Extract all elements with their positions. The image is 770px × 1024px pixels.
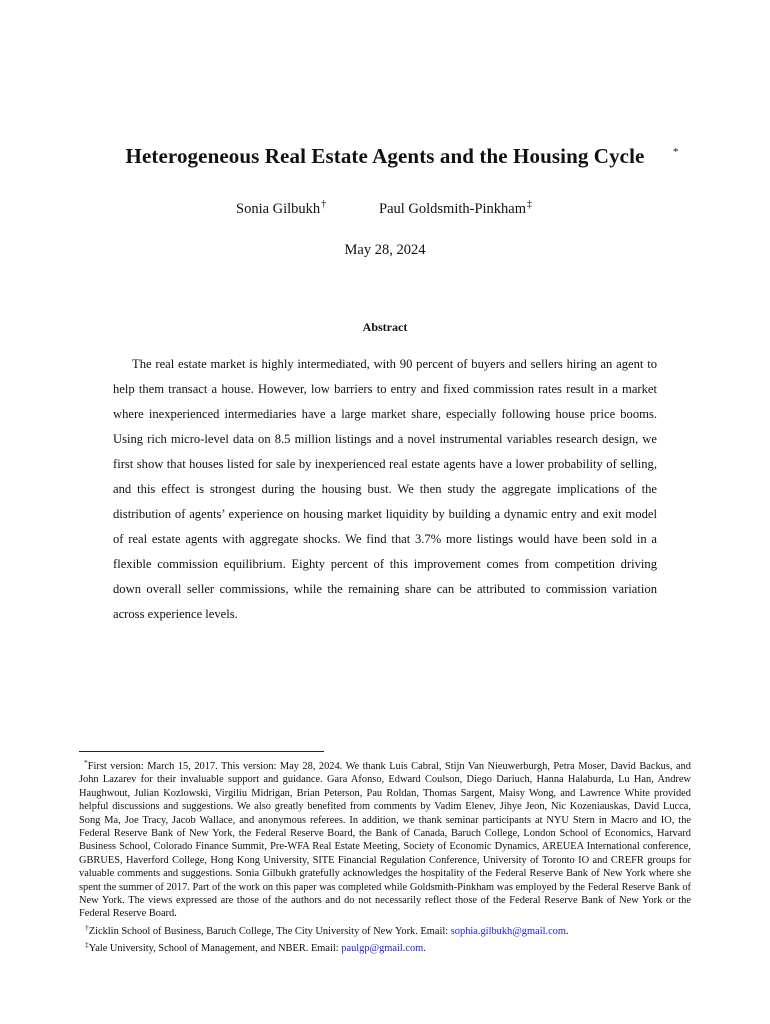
footnote-mark: * — [84, 758, 88, 767]
footnote-rule — [79, 751, 324, 752]
footnote-end: . — [565, 925, 569, 937]
author-name: Sonia Gilbukh — [236, 201, 321, 217]
abstract-text: The real estate market is highly intermediated, with 90 percent of buyers and sellers hiring an agent to help them transact a house. However, low barriers to entry and fixed commission rates result in a market where inexperienced intermediaries have a large market share, especially following house price booms. Using rich micro-level data on 8.5 million listings and a novel instrumental variables research design, we first show that houses listed for sale by inexperienced real estate agents have a lower probability of selling, and this effect is strongest during the housing bust. We then study the aggregate implications of the distribution of agents’ experience on housing market liquidity by building a dynamic entry and exit model of real estate agents with aggregate shocks. We find that 3.7% more listings would have been sold in a flexible commission equilibrium. Eighty percent of this improvement comes from competition driving down overall seller commissions, while the remaining share can be attributed to commission variation across experience levels. — [113, 357, 657, 621]
footnote-1 — [79, 756, 691, 921]
paper-title: Heterogeneous Real Estate Agents and the Housing Cycle — [125, 144, 645, 168]
author-1 — [236, 199, 326, 218]
footnote-end: . — [423, 943, 426, 955]
abstract-heading: Abstract — [362, 320, 408, 334]
paper-date: May 28, 2024 — [344, 242, 426, 258]
footnote-3 — [79, 938, 691, 955]
footnote-mark: † — [85, 922, 89, 932]
email-link[interactable]: sophia.gilbukh@gmail.com — [450, 925, 566, 937]
abstract-body — [113, 352, 657, 627]
author-2 — [379, 199, 532, 218]
title-footnote-mark: * — [673, 146, 679, 158]
footnote-2 — [79, 921, 691, 938]
footnote-text: First version: March 15, 2017. This version: May 28, 2024. We thank Luis Cabral, Stijn Van Nieuwerburgh, Petra Moser, David Backus, and John Lazarev for their invaluable support and guidance. Gara Afonso, Edward Coulson, Diego Dariuch, Hanna Halaburda, Lu Han, Andrew Haughwout, Julian Kozlowski, Virgiliu Midrigan, Brian Peterson, Pau Roldan, Thomas Sargent, Maisy Wong, and Lawrence White provided helpful discussions and suggestions. We also greatly benefited from comments by Vadim Elenev, Jihye Jeon, Nic Kozeniauskas, David Lucca, Song Ma, Joe Tracy, Jacob Wallace, and anonymous referees. In addition, we thank seminar participants at NYU Stern in Macro and IO, the Federal Reserve Bank of New York, the Federal Reserve Board, the Bank of Canada, Baruch College, London School of Economics, Harvard Business School, Colorado Finance Summit, Pre-WFA Real Estate Meeting, Society of Economic Dynamics, AREUEA International conference, GBRUES, Haverford College, Hong Kong University, SITE Financial Regulation Conference, University of Toronto IO and CREFR groups for valuable comments and suggestions. Sonia Gilbukh gratefully acknowledges the hospitality of the Federal Reserve Bank of New York where she spent the summer of 2017. Part of the work on this paper was completed while Goldsmith-Pinkham was employed by the Federal Reserve Bank of New York. The views expressed are those of the authors and do not necessarily reflect those of the Federal Reserve Bank of New York or the Federal Reserve Board. — [79, 761, 691, 920]
author-name: Paul Goldsmith-Pinkham — [379, 201, 527, 217]
author-footnote-mark: ‡ — [527, 199, 533, 210]
author-footnote-mark: † — [321, 199, 327, 210]
footnote-text: Zicklin School of Business, Baruch College, The City University of New York. Email: — [88, 925, 451, 937]
footnote-mark: ‡ — [85, 940, 89, 950]
title-block — [0, 144, 770, 169]
footnote-text: Yale University, School of Management, and NBER. Email: — [88, 943, 342, 955]
footnotes — [79, 756, 691, 956]
email-link[interactable]: paulgp@gmail.com — [341, 943, 424, 955]
